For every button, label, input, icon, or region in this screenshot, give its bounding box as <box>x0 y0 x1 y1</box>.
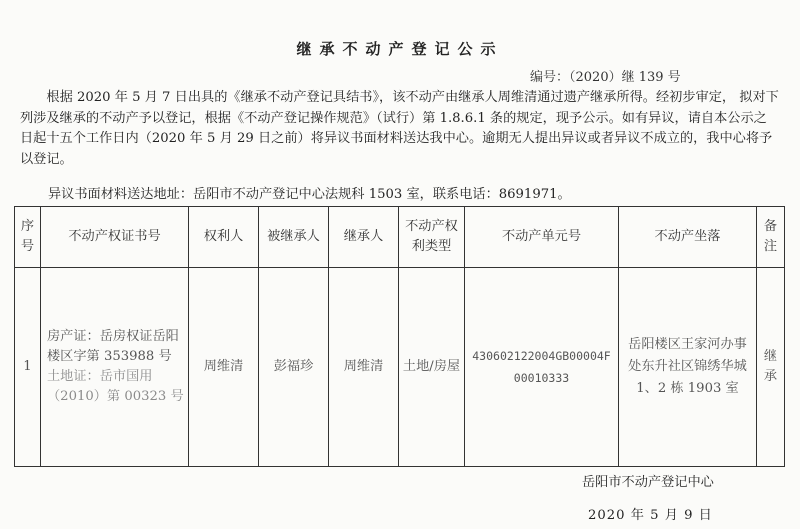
objection-address: 异议书面材料送达地址：岳阳市不动产登记中心法规科 1503 室，联系电话：8691971。 <box>48 187 571 202</box>
cell-remark: 继承 <box>757 268 785 467</box>
header-seq: 序号 <box>15 207 41 268</box>
header-remark: 备注 <box>757 207 785 268</box>
signature-org: 岳阳市不动产登记中心 <box>582 475 714 490</box>
document-number: 编号：（2020）继 139 号 <box>530 70 681 85</box>
cert-land: 土地证：岳市国用（2010）第 00323 号 <box>47 369 184 404</box>
header-unit-no: 不动产单元号 <box>465 207 619 268</box>
notice-paragraph: 根据 2020 年 5 月 7 日出具的《继承不动产登记具结书》，该不动产由继承人周维清通过遗产继承所得。经初步审定， 拟对下列涉及继承的不动产予以登记，根据《不动产登记操作规范》（试行）第 1.8.6.1 条的规定，现予公示。如有异议，请自本公示之日起十五个工作日内（2020 年 5 月 29 日之前）将异议书面材料送达我中心。逾期无人提出异议或者异议不成立的，我中心将予以登记。 <box>20 90 779 167</box>
cell-owner: 周维清 <box>189 268 259 467</box>
header-heir: 继承人 <box>329 207 399 268</box>
notice-title: 继承不动产登记公示 <box>296 40 504 58</box>
header-cert-no: 不动产权证书号 <box>41 207 189 268</box>
table-row <box>15 268 785 467</box>
cell-unit-no: 430602122004GB00004F00010333 <box>465 268 619 467</box>
property-table <box>14 206 785 467</box>
header-location: 不动产坐落 <box>619 207 757 268</box>
cell-heir: 周维清 <box>329 268 399 467</box>
cell-cert-no <box>41 268 189 467</box>
cell-right-type: 土地/房屋 <box>399 268 465 467</box>
cell-decedent: 彭福珍 <box>259 268 329 467</box>
header-right-type: 不动产权利类型 <box>399 207 465 268</box>
table-header-row <box>15 207 785 268</box>
cert-house: 房产证：岳房权证岳阳楼区字第 353988 号 <box>47 329 179 364</box>
cell-location: 岳阳楼区王家河办事处东升社区锦绣华城 1、2 栋 1903 室 <box>619 268 757 467</box>
header-decedent: 被继承人 <box>259 207 329 268</box>
signature-date: 2020 年 5 月 9 日 <box>588 508 713 523</box>
cell-seq: 1 <box>15 268 41 467</box>
header-owner: 权利人 <box>189 207 259 268</box>
